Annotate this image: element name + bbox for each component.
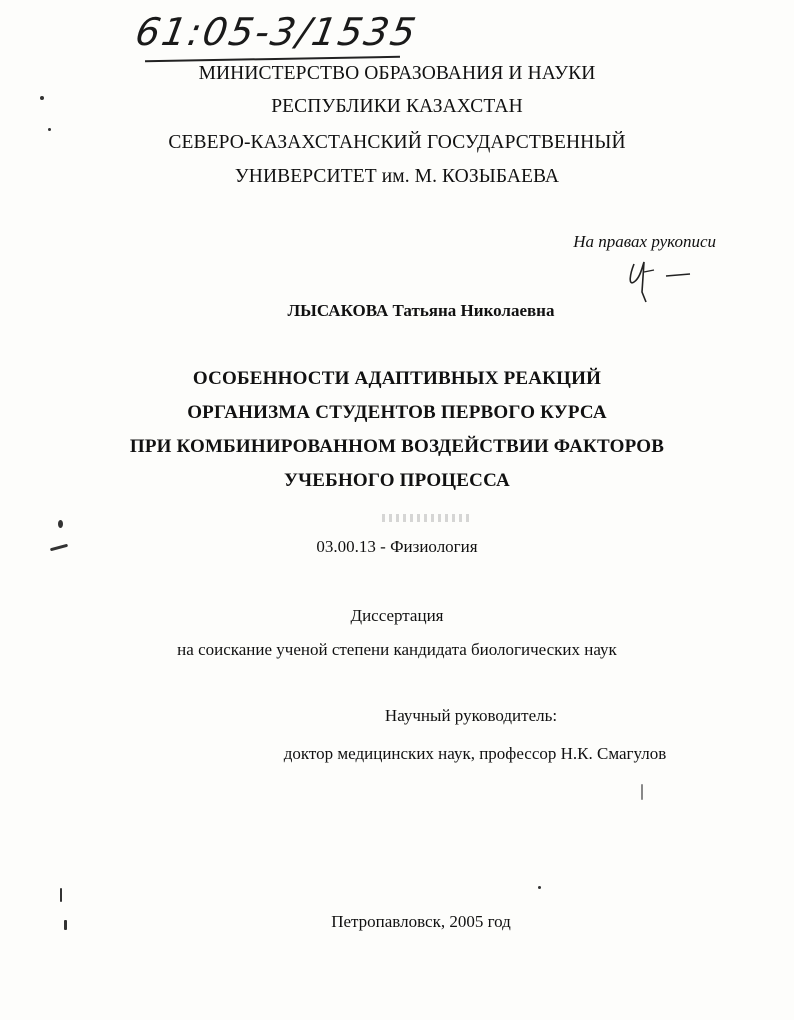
scan-speck [48,128,51,131]
university-line-1: СЕВЕРО-КАЗАХСТАНСКИЙ ГОСУДАРСТВЕННЫЙ [168,132,626,153]
ministry-line-1: МИНИСТЕРСТВО ОБРАЗОВАНИЯ И НАУКИ [198,63,596,84]
title-line-4: УЧЕБНОГО ПРОЦЕССА [284,470,510,491]
supervisor-label: Научный руководитель: [384,706,558,725]
author-name: ЛЫСАКОВА Татьяна Николаевна [287,301,555,320]
specialty-code: 03.00.13 - Физиология [316,537,478,556]
scan-speck [60,888,62,902]
place-year: Петропавловск, 2005 год [331,912,511,931]
work-type: Диссертация [350,606,444,625]
handwritten-underline [145,56,400,62]
scan-speck [58,520,63,528]
manuscript-rights-note: На правах рукописи [573,232,716,251]
scan-speck [538,886,541,889]
degree-line: на соискание ученой степени кандидата биологических наук [177,640,617,659]
title-line-1: ОСОБЕННОСТИ АДАПТИВНЫХ РЕАКЦИЙ [192,368,602,389]
university-line-2: УНИВЕРСИТЕТ им. М. КОЗЫБАЕВА [234,166,560,187]
ministry-line-2: РЕСПУБЛИКИ КАЗАХСТАН [271,96,523,117]
scan-speck [641,784,643,800]
title-line-3: ПРИ КОМБИНИРОВАННОМ ВОЗДЕЙСТВИИ ФАКТОРОВ [129,436,665,457]
title-line-2: ОРГАНИЗМА СТУДЕНТОВ ПЕРВОГО КУРСА [187,402,607,423]
supervisor-name: доктор медицинских наук, профессор Н.К. Смагулов [283,744,667,763]
handwritten-archive-number: 61:05-3/1535 [132,10,421,54]
faint-stamp-smudge [382,514,472,522]
